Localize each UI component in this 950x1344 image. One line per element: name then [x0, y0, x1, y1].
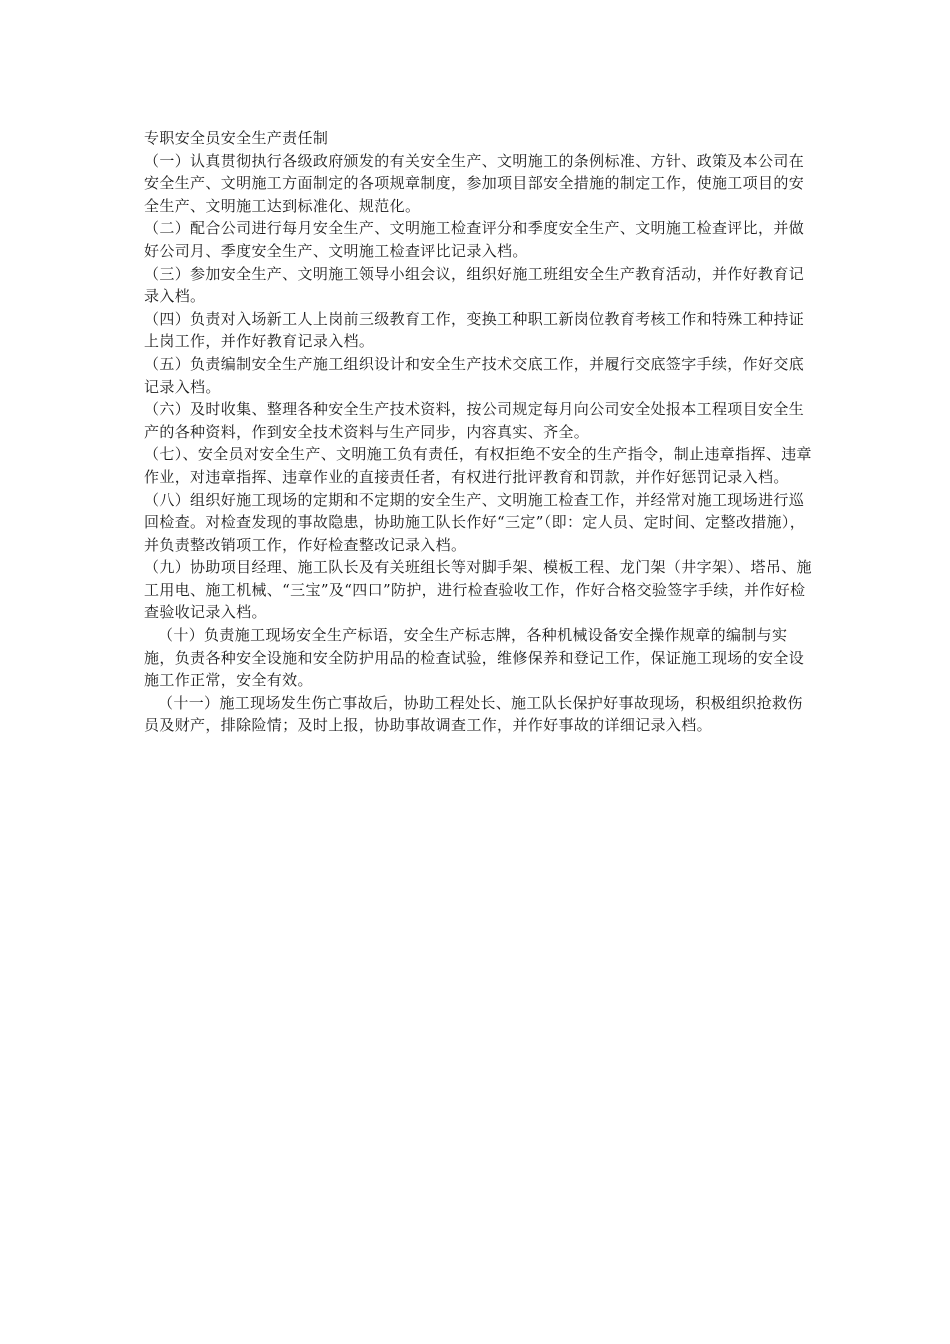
clause-5: （五）负责编制安全生产施工组织设计和安全生产技术交底工作，并履行交底签字手续，作好交底记录入档。 — [144, 354, 805, 396]
clause-7: （七）、安全员对安全生产、文明施工负有责任，有权拒绝不安全的生产指令，制止违章指挥、违章作业，对违章指挥、违章作业的直接责任者，有权进行批评教育和罚款，并作好惩罚记录入档。 — [144, 445, 812, 486]
clause-3: （三）参加安全生产、文明施工领导小组会议，组织好施工班组安全生产教育活动，并作好教育记录入档。 — [144, 264, 805, 306]
clause-2: （二）配合公司进行每月安全生产、文明施工检查评分和季度安全生产、文明施工检查评比，并做好公司月、季度安全生产、文明施工检查评比记录入档。 — [144, 219, 805, 260]
clause-6: （六）及时收集、整理各种安全生产技术资料，按公司规定每月向公司安全处报本工程项目安全生产的各种资料，作到安全技术资料与生产同步，内容真实、齐全。 — [144, 400, 805, 441]
document-page — [144, 127, 814, 737]
clause-9: （九）协助项目经理、施工队长及有关班组长等对脚手架、模板工程、龙门架（井字架）、塔吊、施工用电、施工机械、“三宝”及“四口”防护，进行检查验收工作，作好合格交验签字手续，并作好检查验收记录入档。 — [144, 558, 812, 622]
clause-1: （一）认真贯彻执行各级政府颁发的有关安全生产、文明施工的条例标准、方针、政策及本公司在安全生产、文明施工方面制定的各项规章制度，参加项目部安全措施的制定工作，使施工项目的安全生产、文明施工达到标准化、规范化。 — [144, 151, 805, 215]
clause-10: （十）负责施工现场安全生产标语，安全生产标志牌，各种机械设备安全操作规章的编制与实施，负责各种安全设施和安全防护用品的检查试验，维修保养和登记工作，保证施工现场的安全设施工作正常，安全有效。 — [144, 626, 805, 690]
document-title: 专职安全员安全生产责任制 — [144, 129, 329, 147]
clause-4: （四）负责对入场新工人上岗前三级教育工作，变换工种职工新岗位教育考核工作和特殊工种持证上岗工作，并作好教育记录入档。 — [144, 309, 805, 351]
clause-11: （十一）施工现场发生伤亡事故后，协助工程处长、施工队长保护好事故现场，积极组织抢救伤员及财产，排除险情；及时上报，协助事故调查工作，并作好事故的详细记录入档。 — [144, 693, 803, 735]
clause-8: （八）组织好施工现场的定期和不定期的安全生产、文明施工检查工作，并经常对施工现场进行巡回检查。对检查发现的事故隐患，协助施工队长作好“三定”（即：定人员、定时间、定整改措施），并负责整改销项工作，作好检查整改记录入档。 — [144, 490, 806, 554]
